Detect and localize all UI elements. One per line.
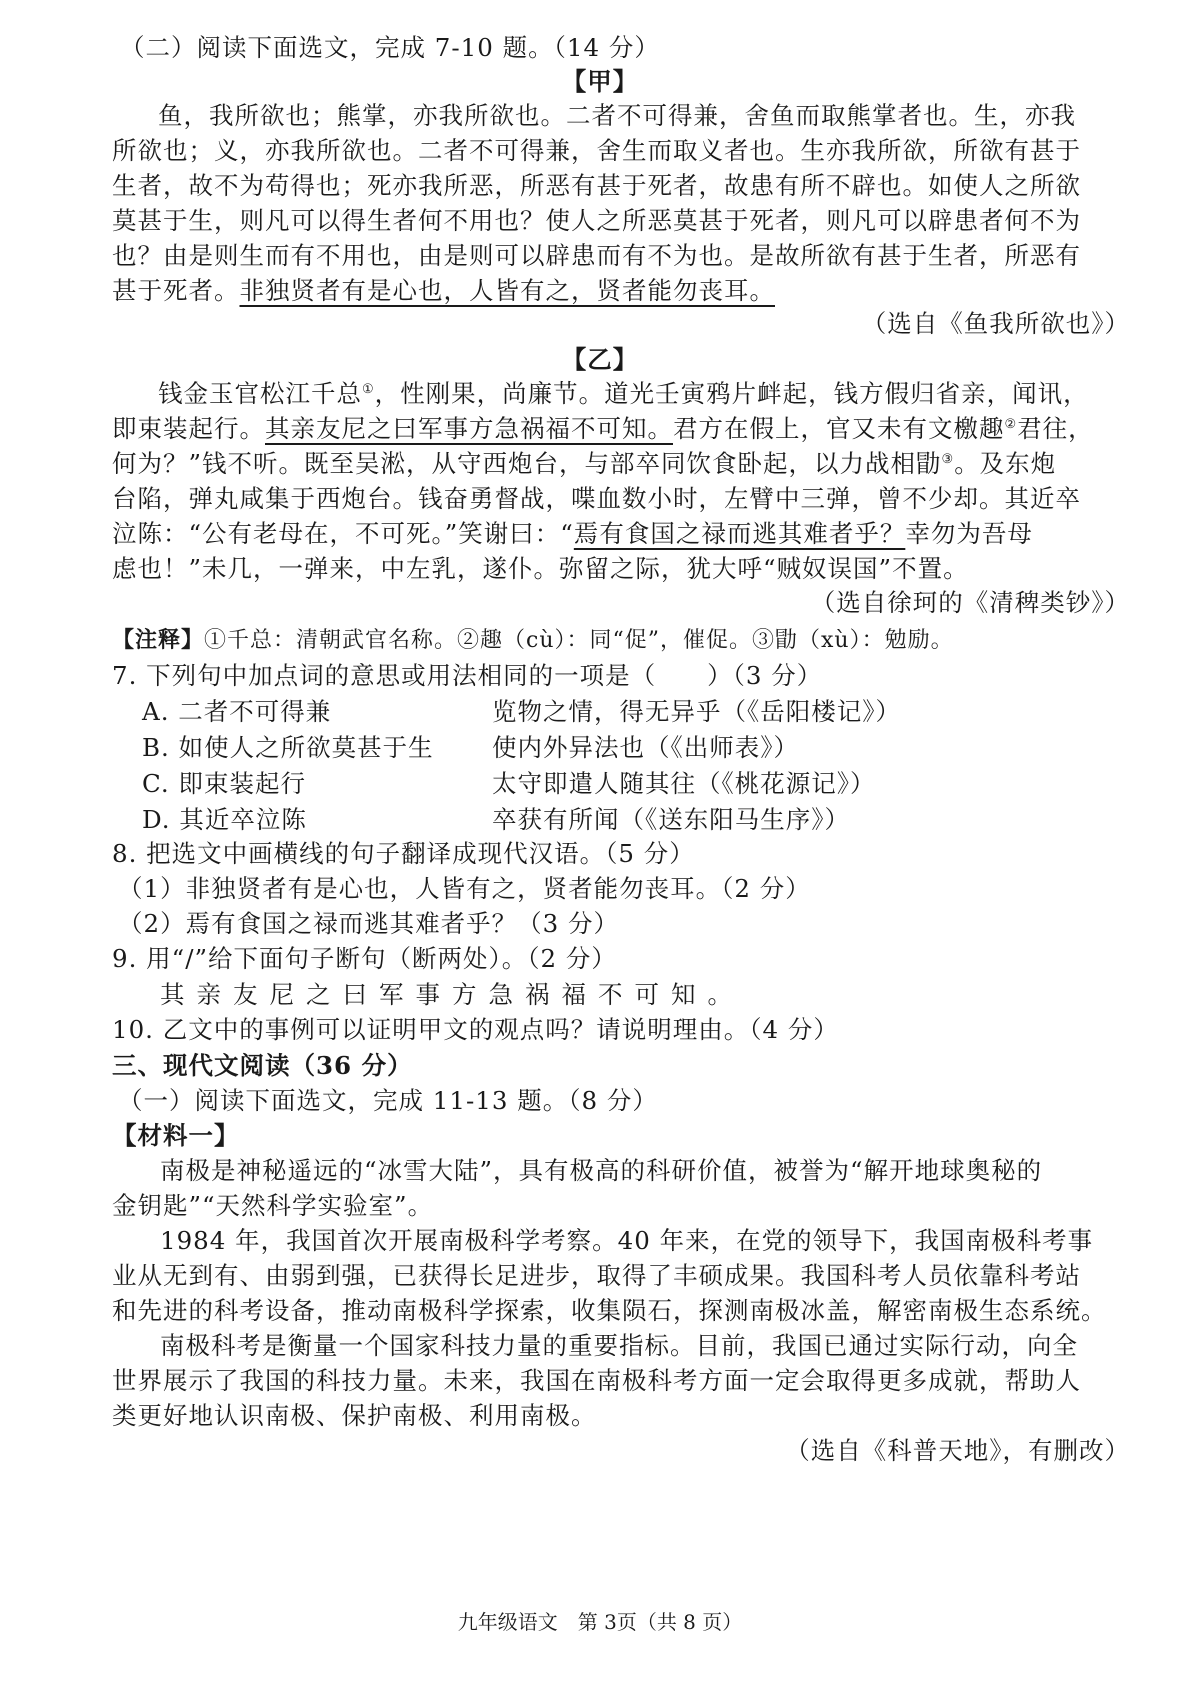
material-paragraph-line: 业从无到有、由弱到强，已获得长足进步，取得了丰硕成果。我国科考人员依靠科考站 — [112, 1261, 1081, 1290]
section-heading: （二）阅读下面选文，完成 7-10 题。（14 分） — [120, 33, 660, 62]
text-a-line: 生者，故不为苟得也；死亦我所恶，所恶有甚于死者，故患有所不辟也。如使人之所欲 — [112, 171, 1081, 200]
annotation-text: ①千总：清朝武官名称。②趣（cù）：同“促”，催促。③勖（xù）：勉励。 — [204, 628, 954, 653]
footnote-marker: ③ — [941, 451, 955, 467]
text-b-source: （选自徐珂的《清稗类钞》） — [810, 588, 1130, 617]
material-paragraph-line: 世界展示了我国的科技力量。未来，我国在南极科考方面一定会取得更多成就，帮助人 — [112, 1366, 1081, 1395]
material-source: （选自《科普天地》，有删改） — [785, 1436, 1130, 1465]
question-8-2: （2）焉有食国之禄而逃其难者乎？（3 分） — [118, 909, 619, 938]
text-a-source: （选自《鱼我所欲也》） — [861, 309, 1130, 338]
text-a-last-line — [112, 273, 775, 309]
underlined-sentence-1: 非独贤者有是心也，人皆有之，贤者能勿丧耳。 — [239, 276, 775, 305]
question-8-1: （1）非独贤者有是心也，人皆有之，贤者能勿丧耳。（2 分） — [118, 874, 811, 903]
text-b-seg: 。及东炮 — [954, 449, 1057, 478]
text-b-seg: 君往， — [1017, 414, 1094, 443]
section-3-subheading: （一）阅读下面选文，完成 11-13 题。（8 分） — [118, 1086, 658, 1115]
text-b-seg: 幸勿为吾母 — [905, 519, 1033, 548]
text-b-title: 【乙】 — [561, 345, 639, 374]
material-1-label: 【材料一】 — [112, 1121, 240, 1150]
question-9-sentence: 其亲友尼之曰军事方急祸福不可知。 — [160, 980, 744, 1009]
material-paragraph-line: 南极是神秘遥远的“冰雪大陆”，具有极高的科研价值，被誉为“解开地球奥秘的 — [160, 1156, 1043, 1185]
text-b-line: 台陷，弹丸咸集于西炮台。钱奋勇督战，喋血数小时，左臂中三弹，曾不少却。其近卒 — [112, 484, 1081, 513]
option-d-left: D. 其近卒泣陈 — [142, 805, 307, 834]
underlined-sentence-2: 其亲友尼之曰军事方急祸福不可知。 — [265, 414, 673, 443]
text-a-line: 鱼，我所欲也；熊掌，亦我所欲也。二者不可得兼，舍鱼而取熊掌者也。生，亦我 — [158, 101, 1076, 130]
text-b-seg: 君方在假上，官又未有文檄趣 — [673, 414, 1005, 443]
text-b-seg: 泣陈：“公有老母在，不可死。”笑谢曰：“ — [112, 519, 574, 548]
question-7: 7. 下列句中加点词的意思或用法相同的一项是（ ）（3 分） — [112, 661, 823, 690]
text-a-title: 【甲】 — [561, 67, 639, 96]
footnote-marker: ② — [1004, 416, 1018, 432]
text-b-line — [158, 376, 1089, 412]
text-b-line — [112, 446, 1056, 482]
annotation-line — [112, 622, 954, 659]
text-a-last-prefix: 甚于死者。 — [112, 276, 240, 305]
option-c-left: C. 即束装起行 — [142, 769, 306, 798]
option-c-right: 太守即遣人随其往（《桃花源记》） — [492, 769, 876, 798]
question-8: 8. 把选文中画横线的句子翻译成现代汉语。（5 分） — [112, 839, 695, 868]
option-b-right: 使内外异法也（《出师表》） — [492, 733, 799, 762]
material-paragraph-line: 和先进的科考设备，推动南极科学探索，收集陨石，探测南极冰盖，解密南极生态系统。 — [112, 1296, 1107, 1325]
option-a-right: 览物之情，得无异乎（《岳阳楼记》） — [492, 697, 901, 726]
option-d-right: 卒获有所闻（《送东阳马生序》） — [492, 805, 850, 834]
text-b-line — [112, 516, 1033, 552]
material-paragraph-line: 类更好地认识南极、保护南极、利用南极。 — [112, 1401, 597, 1430]
question-9: 9. 用“/”给下面句子断句（断两处）。（2 分） — [112, 944, 617, 973]
material-paragraph-line: 南极科考是衡量一个国家科技力量的重要指标。目前，我国已通过实际行动，向全 — [160, 1331, 1078, 1360]
text-b-seg: 何为？”钱不听。既至吴淞，从守西炮台，与部卒同饮食卧起，以力战相勖 — [112, 449, 942, 478]
underlined-sentence-3: 焉有食国之禄而逃其难者乎？ — [573, 519, 906, 548]
text-a-line: 也？由是则生而有不用也，由是则可以辟患而有不为也。是故所欲有甚于生者，所恶有 — [112, 241, 1081, 270]
question-10: 10. 乙文中的事例可以证明甲文的观点吗？请说明理由。（4 分） — [112, 1015, 839, 1044]
option-a-left: A. 二者不可得兼 — [142, 697, 332, 726]
text-b-seg: ，性刚果，尚廉节。道光壬寅鸦片衅起，钱方假归省亲，闻讯， — [374, 379, 1089, 408]
page-footer: 九年级语文 第 3页（共 8 页） — [457, 1610, 743, 1634]
footnote-marker: ① — [362, 381, 375, 397]
text-a-line: 莫甚于生，则凡可以得生者何不用也？使人之所恶莫甚于死者，则凡可以辟患者何不为 — [112, 206, 1081, 235]
text-b-seg: 钱金玉官松江千总 — [158, 379, 362, 408]
text-b-seg: 即束装起行。 — [112, 414, 265, 443]
section-3-heading: 三、现代文阅读（36 分） — [112, 1051, 413, 1080]
text-b-line — [112, 411, 1094, 447]
material-paragraph-line: 金钥匙”“天然科学实验室”。 — [112, 1191, 434, 1220]
text-a-line: 所欲也；义，亦我所欲也。二者不可得兼，舍生而取义者也。生亦我所欲，所欲有甚于 — [112, 136, 1081, 165]
option-b-left: B. 如使人之所欲莫甚于生 — [142, 733, 434, 762]
annotation-label: 【注释】 — [112, 627, 205, 653]
material-paragraph-line: 1984 年，我国首次开展南极科学考察。40 年来，在党的领导下，我国南极科考事 — [160, 1226, 1094, 1255]
text-b-line: 虑也！”未几，一弹来，中左乳，遂仆。弥留之际，犹大呼“贼奴误国”不置。 — [112, 554, 969, 583]
